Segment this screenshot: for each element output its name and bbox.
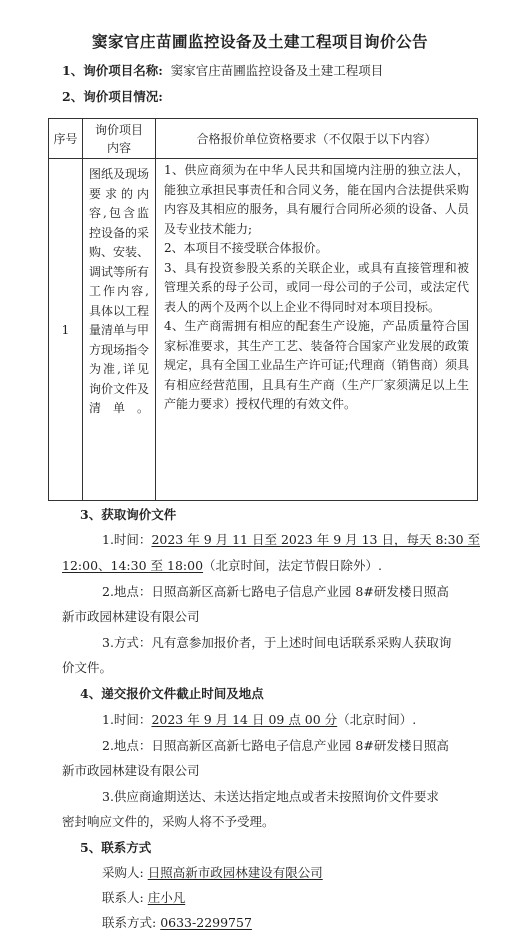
table-row [49, 159, 478, 501]
row-number: 1 [49, 159, 83, 501]
phone-label: 联系方式: [102, 915, 157, 930]
s3-time-note: （北京时间，法定节假日除外）. [203, 558, 383, 573]
contact-label: 联系人: [102, 890, 144, 905]
section-3-heading: 3、获取询价文件 [80, 507, 177, 522]
col-header-requirements: 合格报价单位资格要求（不仅限于以下内容） [156, 119, 478, 159]
requirement-1: 1、供应商须为在中华人民共和国境内注册的独立法人，能独立承担民事责任和合同义务，能在国内合法提供采购内容及其相应的服务，具有履行合同所必须的设备、人员及专业技术能力; [164, 163, 469, 236]
s4-place-line-2: 新市政园林建设有限公司 [62, 763, 200, 778]
requirements-table [48, 118, 478, 501]
phone-value: 0633-2299757 [160, 915, 252, 930]
requirement-4: 4、生产商需拥有相应的配套生产设施，产品质量符合国家标准要求，其生产工艺、装备符合国家产业发展的政策规定，具有全国工业品生产许可证;代理商（销售商）须具有相应经营范围，且具有生产商（生产厂家须满足以上生产能力要求）授权代理的有效文件。 [164, 319, 469, 411]
s3-time-value-1: 2023 年 9 月 11 日至 2023 年 9 月 13 日，每天 8:30 至 [151, 532, 481, 547]
s3-method-line-2: 价文件。 [62, 660, 113, 675]
s3-method-line-1: 3.方式：凡有意参加报价者，于上述时间电话联系采购人获取询 [102, 635, 452, 650]
s3-time-line-2 [62, 557, 382, 575]
s4-time-label: 1.时间： [102, 712, 152, 727]
section-5-heading: 5、联系方式 [80, 840, 152, 855]
s4-time-note: （北京时间）. [337, 712, 417, 727]
s3-time-value-2: 12:00、14:30 至 18:00 [62, 558, 204, 573]
section-1-line [62, 62, 383, 80]
requirement-3: 3、具有投资参股关系的关联企业，或具有直接管理和被管理关系的母子公司，或同一母公司的子公司，或法定代表人的两个及两个以上企业不得同时对本项目投标。 [164, 260, 469, 314]
s3-place-line-1: 2.地点：日照高新区高新七路电子信息产业园 8#研发楼日照高 [102, 584, 449, 599]
section-4-heading: 4、递交报价文件截止时间及地点 [80, 686, 264, 701]
contact-value: 庄小凡 [147, 890, 186, 905]
s4-time-value: 2023 年 9 月 14 日 09 点 00 分 [151, 712, 338, 727]
s4-note-line-1: 3.供应商逾期送达、未送达指定地点或者未按照询价文件要求 [102, 789, 439, 804]
requirement-2: 2、本项目不接受联合体报价。 [164, 241, 328, 255]
s4-time-line [102, 711, 416, 729]
section-1-heading: 1、询价项目名称: [62, 63, 163, 78]
section-2-heading: 2、询价项目情况: [62, 89, 163, 104]
s4-place-line-1: 2.地点：日照高新区高新七路电子信息产业园 8#研发楼日照高 [102, 738, 449, 753]
s3-place-line-2: 新市政园林建设有限公司 [62, 609, 200, 624]
project-name: 窦家官庄苗圃监控设备及土建工程项目 [170, 63, 384, 78]
buyer-value: 日照高新市政园林建设有限公司 [147, 865, 323, 880]
col-header-content-label: 询价项目内容 [94, 122, 143, 155]
table-header-row [49, 119, 478, 159]
col-header-content [83, 119, 156, 159]
buyer-label: 采购人: [102, 865, 144, 880]
row-scope: 图纸及现场要求的内容,包含监控设备的采购、安装、调试等所有工作内容,具体以工程量清单与甲方现场指令为准,详见询价文件及清单。 [83, 159, 156, 501]
s4-note-line-2: 密封响应文件的，采购人将不予受理。 [62, 814, 275, 829]
buyer-line [102, 864, 323, 882]
contact-line [102, 889, 185, 907]
page-title: 窦家官庄苗圃监控设备及土建工程项目询价公告 [91, 32, 428, 51]
phone-line [102, 914, 252, 932]
s3-time-label: 1.时间： [102, 532, 152, 547]
s3-time-line-1 [102, 531, 480, 549]
row-requirements [156, 159, 478, 501]
col-header-no: 序号 [49, 119, 83, 159]
